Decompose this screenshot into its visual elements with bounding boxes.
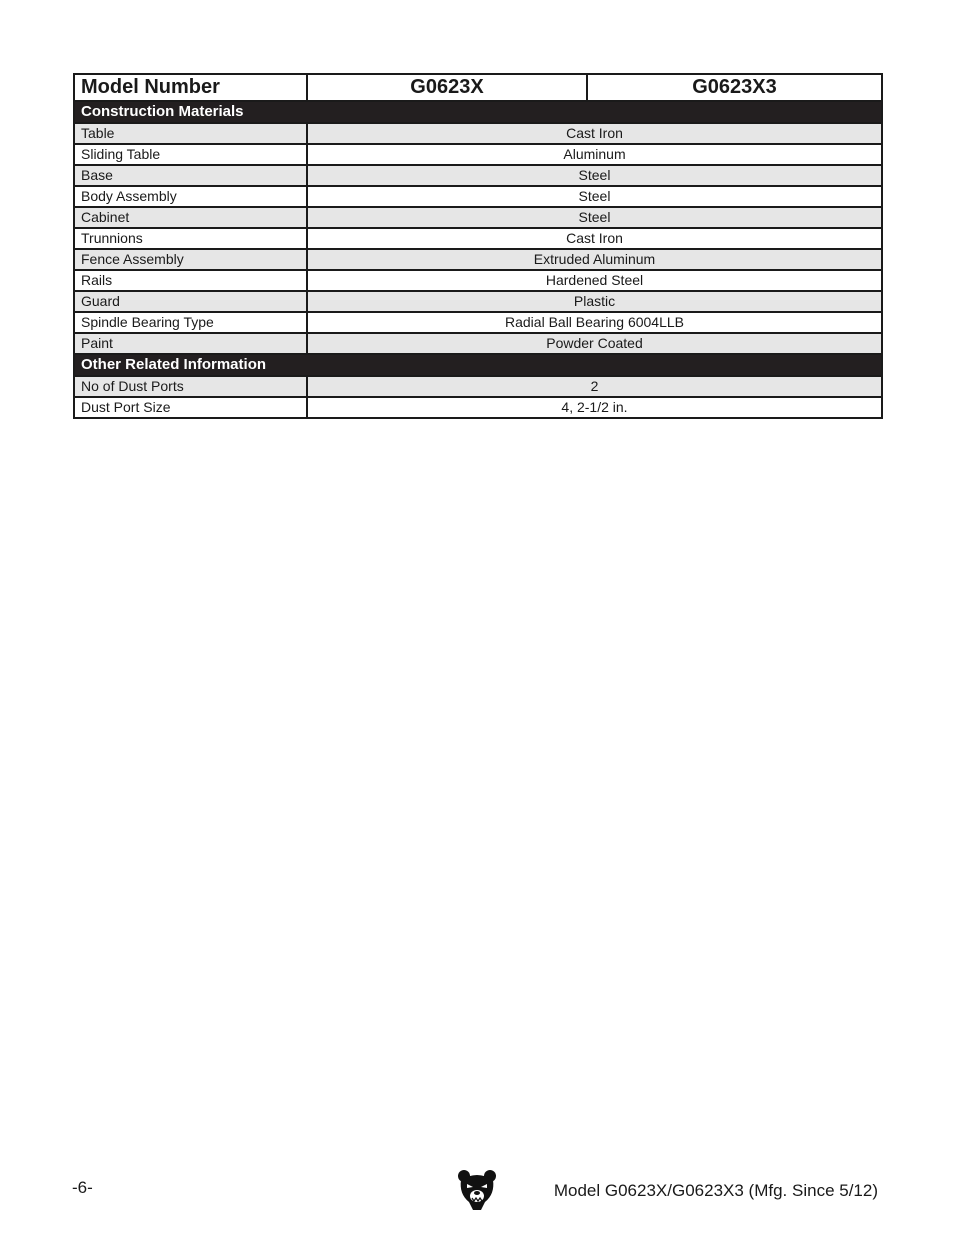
- spec-label: Trunnions: [74, 228, 307, 249]
- spec-label: Body Assembly: [74, 186, 307, 207]
- section-title: Construction Materials: [74, 101, 882, 123]
- spec-value: Cast Iron: [307, 123, 882, 144]
- specifications-table: [73, 73, 883, 419]
- table-row: [74, 207, 882, 228]
- spec-label: Paint: [74, 333, 307, 354]
- spec-value: Cast Iron: [307, 228, 882, 249]
- table-row: [74, 249, 882, 270]
- table-row: [74, 165, 882, 186]
- table-row: [74, 291, 882, 312]
- table-row: [74, 397, 882, 418]
- section-header-row: [74, 354, 882, 376]
- spec-label: Base: [74, 165, 307, 186]
- table-row: [74, 144, 882, 165]
- spec-value: Steel: [307, 165, 882, 186]
- table-row: [74, 376, 882, 397]
- footer-model-text: Model G0623X/G0623X3 (Mfg. Since 5/12): [553, 1181, 878, 1200]
- spec-label: No of Dust Ports: [74, 376, 307, 397]
- spec-value: Steel: [307, 186, 882, 207]
- spec-label: Table: [74, 123, 307, 144]
- model-column-g0623x: G0623X: [307, 74, 587, 101]
- spec-value: Hardened Steel: [307, 270, 882, 291]
- spec-label: Fence Assembly: [74, 249, 307, 270]
- spec-label: Spindle Bearing Type: [74, 312, 307, 333]
- spec-value: Aluminum: [307, 144, 882, 165]
- model-number-label: Model Number: [74, 74, 307, 101]
- bear-head-icon: [457, 1168, 497, 1212]
- spec-value: 4, 2-1/2 in.: [307, 397, 882, 418]
- spec-label: Guard: [74, 291, 307, 312]
- section-header-row: [74, 101, 882, 123]
- spec-value: Powder Coated: [307, 333, 882, 354]
- table-row: [74, 228, 882, 249]
- table-row: [74, 123, 882, 144]
- spec-value: Extruded Aluminum: [307, 249, 882, 270]
- spec-value: Radial Ball Bearing 6004LLB: [307, 312, 882, 333]
- spec-label: Rails: [74, 270, 307, 291]
- table-row: [74, 270, 882, 291]
- spec-label: Dust Port Size: [74, 397, 307, 418]
- specifications-table-body: [74, 74, 882, 418]
- spec-value: Plastic: [307, 291, 882, 312]
- table-row: [74, 186, 882, 207]
- spec-value: 2: [307, 376, 882, 397]
- spec-label: Cabinet: [74, 207, 307, 228]
- table-row: [74, 333, 882, 354]
- table-header-row: [74, 74, 882, 101]
- table-row: [74, 312, 882, 333]
- model-column-g0623x3: G0623X3: [587, 74, 882, 101]
- spec-label: Sliding Table: [74, 144, 307, 165]
- page-number: -6-: [72, 1178, 93, 1197]
- spec-value: Steel: [307, 207, 882, 228]
- section-title: Other Related Information: [74, 354, 882, 376]
